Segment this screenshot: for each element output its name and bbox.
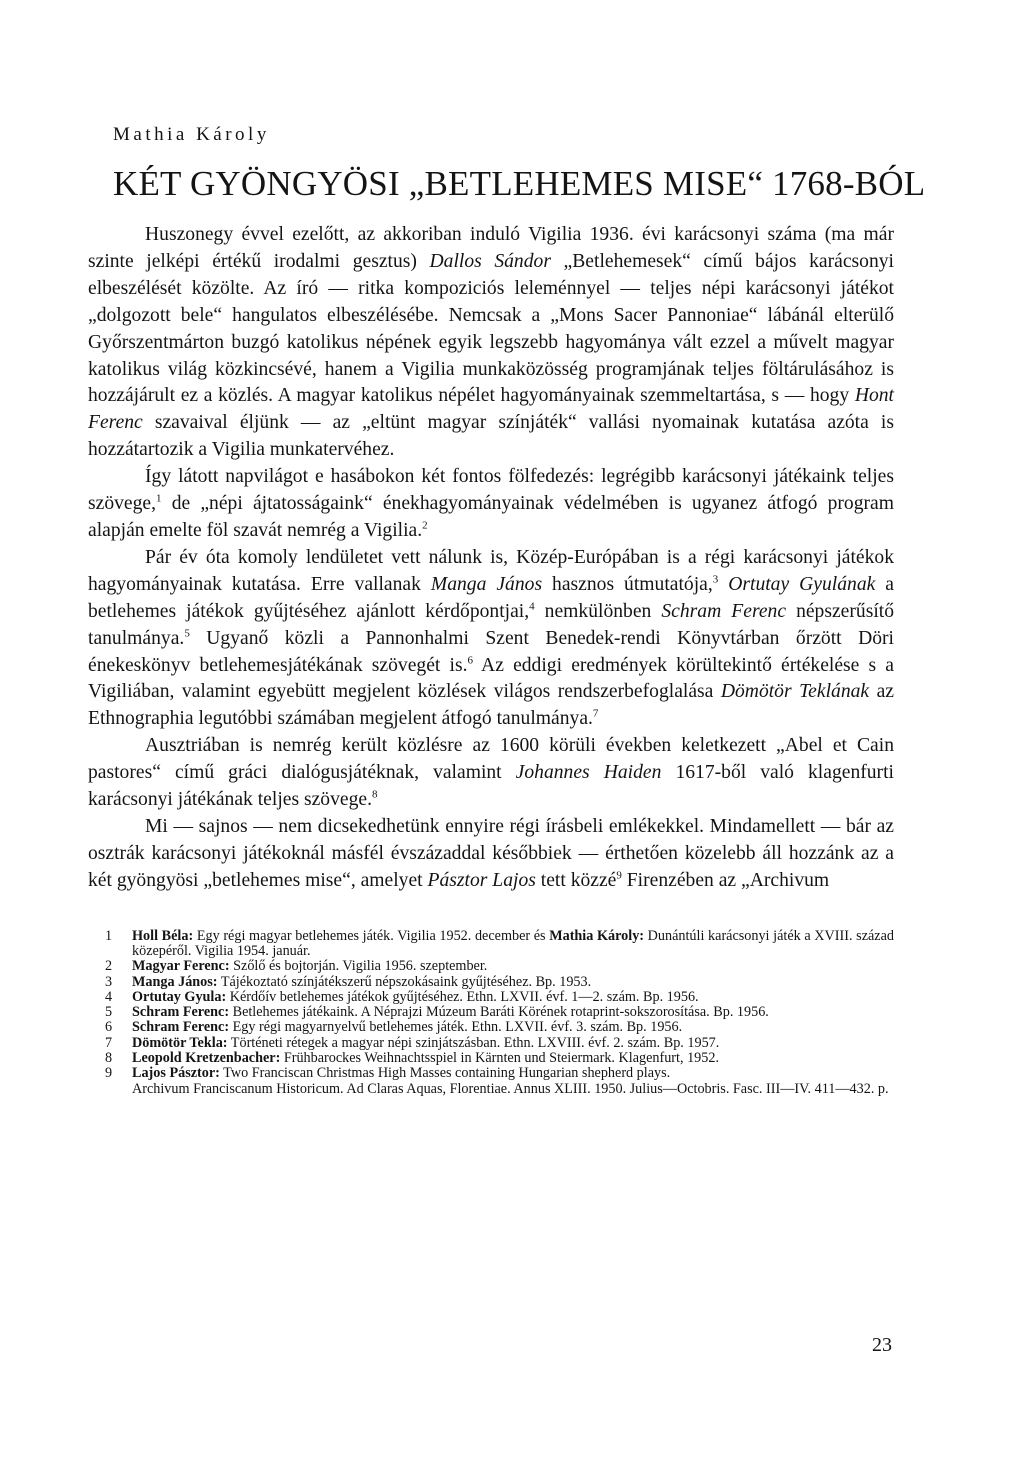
footnote-ref[interactable]: 7: [592, 707, 599, 720]
footnote-9: 9 Lajos Pásztor: Two Franciscan Christmas High Masses containing Hungarian shepherd plays. Archivum Franciscanum Historicum. Ad Claras Aquas, Florentiae. Annus XLIII. 1950. Julius—Octobris. Fasc. III—IV. 411—432. p.: [105, 1065, 889, 1097]
paragraph-4: Ausztriában is nemrég került közlésre az 1600 körüli években keletkezett „Abel et Cain pastores“ című gráci dialógusjátéknak, valamint Johannes Haiden 1617-ből való klagenfurti karácsonyi játékának teljes szövege.$^8$: [88, 735, 894, 811]
article-title: KÉT GYÖNGYÖSI „BETLEHEMES MISE“ 1768-BÓL: [113, 164, 926, 203]
footnote-1: 1 Holl Béla: Egy régi magyar betlehemes játék. Vigilia 1952. december és Mathia Károly: Dunántúli karácsonyi játék a XVIII. század közepéről. Vigilia 1954. január.: [105, 927, 894, 959]
footnote-ref[interactable]: 1: [156, 492, 162, 505]
person-name: Manga János: [430, 573, 543, 595]
paragraph-5: Mi — sajnos — nem dicsekedhetünk ennyire régi írásbeli emlékekkel. Mindamellett — bár az osztrák karácsonyi játékoknál másfél évszázaddal későbbiek — érthetően közelebb áll hozzánk az a két gyöngyösi „betlehemes mise“, amelyet Pásztor Lajos tett közzé$^9$ Firenzében az „Archivum: [88, 815, 894, 891]
person-name: Hont Ferenc: [88, 385, 894, 434]
footnote-ref[interactable]: 6: [467, 653, 473, 666]
footnote-ref[interactable]: 3: [712, 573, 719, 586]
person-name: Schram Ferenc: [661, 600, 787, 622]
footnote-3: 3 Manga János: Tájékoztató színjátékszerű népszokásaink gyűjtéséhez. Bp. 1953.: [105, 973, 592, 990]
footnote-5: 5 Schram Ferenc: Betlehemes játékaink. A Néprajzi Múzeum Baráti Körének rotaprint-sokszorosítása. Bp. 1956.: [105, 1004, 769, 1021]
footnote-ref[interactable]: 8: [372, 788, 378, 801]
paragraph-1: Huszonegy évvel ezelőtt, az akkoriban induló Vigilia 1936. évi karácsonyi száma (ma már szinte jelképi értékű irodalmi gesztus) Dallos Sándor „Betlehemesek“ című bájos karácsonyi elbeszélését közölte. Az író — ritka kompoziciós leleménnyel — teljes népi karácsonyi játékot „dolgozott bele“ hangulatos elbeszélésébe. Nemcsak a „Mons Sacer Pannoniae“ lábánál elterülő Győrszentmárton buzgó katolikus népének egyik legszebb hagyománya vált ezzel a művelt magyar katolikus világ közkincsévé, hanem a Vigilia munkaközösség programjának teljes föltárulásához is hozzájárult ez a közlés. A magyar katolikus népélet hagyományainak szemmeltartása, s — hogy Hont Ferenc szavaival éljünk — az „eltünt magyar színjáték“ vallási nyomainak kutatása azóta is hozzátartozik a Vigilia munkatervéhez.: [88, 224, 894, 461]
footnote-7: 7 Dömötör Tekla: Történeti rétegek a magyar népi szinjátszásban. Ethn. LXVIII. évf. 2. szám. Bp. 1957.: [105, 1034, 720, 1051]
person-name: Johannes Haiden: [515, 762, 662, 784]
paragraph-2: Így látott napvilágot e hasábokon két fontos fölfedezés: legrégibb karácsonyi játékaink teljes szövege,$^1$ de „népi ájtatosságaink“ énekhagyományainak védelmében is ugyanez átfogó program alapján emelte föl szavát nemrég a Vigilia.$^2$: [88, 466, 894, 541]
footnotes: [88, 929, 894, 1097]
footnote-4: 4 Ortutay Gyula: Kérdőív betlehemes játékok gyűjtéséhez. Ethn. LXVII. évf. 1—2. szám. Bp. 1956.: [105, 988, 699, 1005]
author-name: Mathia Károly: [113, 124, 270, 145]
person-name: Ortutay Gyulának: [728, 573, 876, 595]
article-body: [88, 222, 894, 895]
footnote-8: 8 Leopold Kretzenbacher: Frühbarockes Weihnachtsspiel in Kärnten und Steiermark. Klagenfurt, 1952.: [105, 1050, 719, 1067]
footnote-ref[interactable]: 4: [529, 600, 535, 613]
person-name: Pásztor Lajos: [427, 869, 536, 891]
footnote-6: 6 Schram Ferenc: Egy régi magyarnyelvű betlehemes játék. Ethn. LXVII. évf. 3. szám. Bp. 1956.: [105, 1019, 683, 1036]
person-name: Dömötör Teklának: [720, 681, 870, 703]
paragraph-3: Pár év óta komoly lendületet vett nálunk is, Közép-Európában is a régi karácsonyi játékok hagyományainak kutatása. Erre vallanak Manga János hasznos útmutatója,$^3$ Ortutay Gyulának a betlehemes játékok gyűjtéséhez ajánlott kérdőpontjai,$^4$ nemkülönben Schram Ferenc népszerűsítő tanulmánya.$^5$ Ugyanő közli a Pannonhalmi Szent Benedek-rendi Könyvtárban őrzött Döri énekeskönyv betlehemesjátékának szövegét is.$^6$ Az eddigi eredmények körültekintő értékelése s a Vigiliában, valamint egyebütt megjelent közlések világos rendszerbefoglalása Dömötör Teklának az Ethnographia legutóbbi számában megjelent átfogó tanulmánya.$^7$: [88, 546, 895, 730]
footnote-2: 2 Magyar Ferenc: Szőlő és bojtorján. Vigilia 1956. szeptember.: [105, 958, 488, 975]
footnote-ref[interactable]: 5: [184, 627, 190, 640]
footnote-ref[interactable]: 9: [616, 869, 622, 882]
page-number: 23: [872, 1334, 892, 1356]
footnote-ref[interactable]: 2: [422, 519, 428, 532]
page: [88, 110, 926, 1097]
person-name: Dallos Sándor: [429, 250, 551, 272]
